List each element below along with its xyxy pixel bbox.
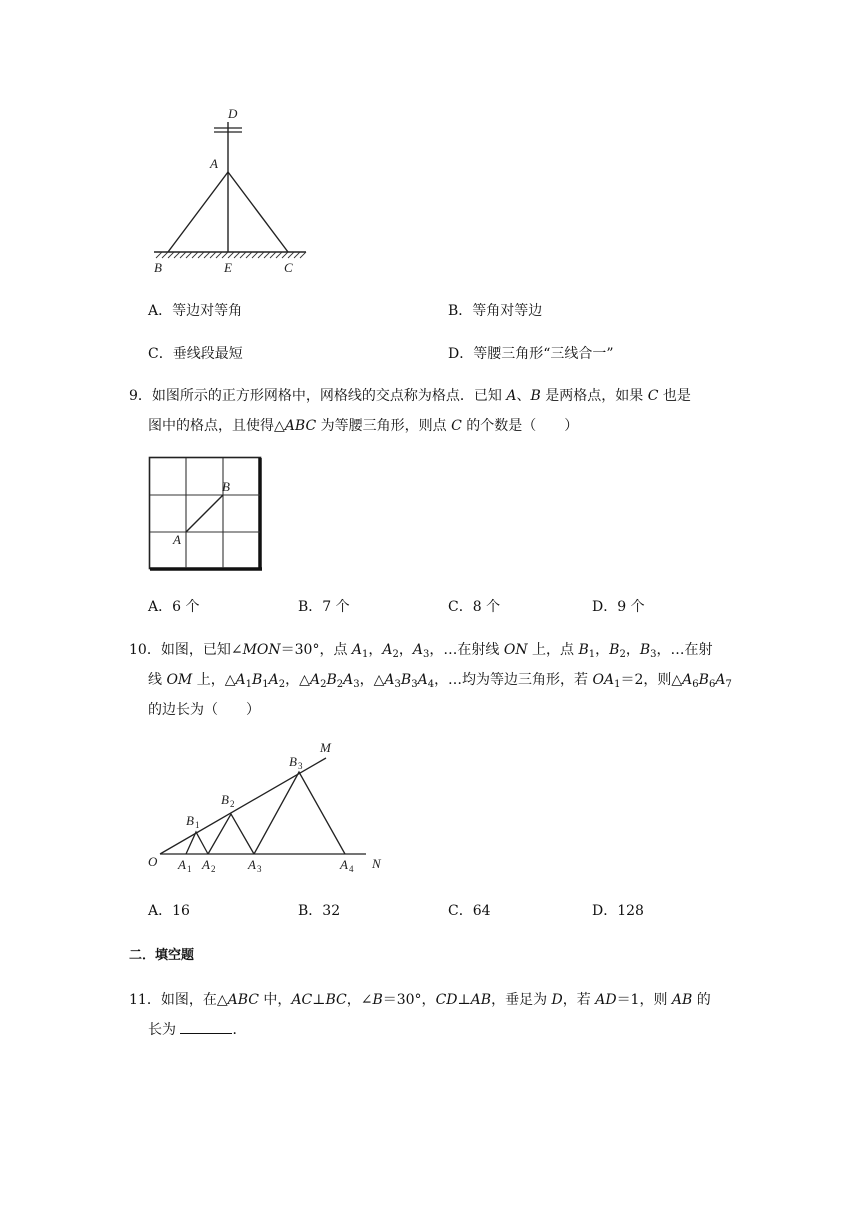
svg-text:3: 3 xyxy=(298,761,303,771)
q9-line-2: 图中的格点，且使得△ABC 为等腰三角形，则点 C 的个数是（ ） xyxy=(148,418,579,434)
label-a: A xyxy=(173,532,181,547)
q10-option-d[interactable]: D．128 xyxy=(592,903,644,919)
label-a: A xyxy=(210,156,218,171)
q9-option-c[interactable]: C．8 个 xyxy=(448,599,501,615)
cable-ac xyxy=(228,172,288,252)
q9-number: 9． xyxy=(129,388,152,404)
label-b3 xyxy=(289,754,303,771)
label-a4 xyxy=(339,857,354,874)
triangle-1 xyxy=(186,832,208,854)
svg-text:A: A xyxy=(178,857,186,872)
label-a1 xyxy=(177,857,192,874)
svg-text:B: B xyxy=(289,754,297,769)
svg-text:A: A xyxy=(340,857,348,872)
label-m: M xyxy=(320,740,331,755)
q9-option-b[interactable]: B．7 个 xyxy=(298,599,350,615)
q8-option-d[interactable]: D．等腰三角形“三线合一” xyxy=(448,346,614,362)
q8-option-b[interactable]: B．等角对等边 xyxy=(448,303,543,319)
q8-option-a[interactable]: A．等边对等角 xyxy=(148,303,243,319)
label-c: C xyxy=(284,260,293,275)
q11-line-1: 11．如图，在△ABC 中，AC⊥BC，∠B＝30°，CD⊥AB，垂足为 D，若 AD＝1，则 AB 的 xyxy=(129,992,711,1008)
ground-hatch xyxy=(156,252,306,258)
segment-ab xyxy=(186,495,223,532)
q10-line-1: 10．如图，已知∠MON＝30°，点 $A_1$，$A_2$，$A_3$，…在射线 ON 上，点 $B_1$，$B_2$，$B_3$，…在射 xyxy=(129,642,713,660)
q10-line-2: 线 OM 上，$\triangle A_1B_1A_2$，$\triangle A_2B_2A_3$，$\triangle A_3B_3A_4$，…均为等边三角形，若 $OA_1=2$，则$\triangle A_6B_6A_7$ xyxy=(148,672,732,690)
q9-option-d[interactable]: D．9 个 xyxy=(592,599,645,615)
label-d: D xyxy=(228,106,238,121)
label-a3 xyxy=(247,857,262,874)
q10-number: 10． xyxy=(129,642,161,658)
svg-text:1: 1 xyxy=(195,820,200,830)
svg-text:1: 1 xyxy=(187,864,192,874)
svg-text:B: B xyxy=(186,813,194,828)
q10-option-b[interactable]: B．32 xyxy=(298,903,341,919)
svg-text:A: A xyxy=(248,857,256,872)
svg-text:2: 2 xyxy=(230,799,235,809)
ray-om xyxy=(160,758,326,854)
q9-option-a[interactable]: A．6 个 xyxy=(148,599,200,615)
q10-figure xyxy=(140,732,400,878)
label-b1 xyxy=(186,813,200,830)
label-e: E xyxy=(224,260,232,275)
q11-number: 11． xyxy=(129,992,161,1008)
q9-line-1: 9．如图所示的正方形网格中，网格线的交点称为格点．已知 A、B 是两格点，如果 C 也是 xyxy=(129,388,691,404)
svg-text:B: B xyxy=(221,792,229,807)
triangle-2 xyxy=(208,814,254,854)
q8-figure xyxy=(148,100,318,280)
label-n: N xyxy=(372,856,381,871)
q10-option-c[interactable]: C．64 xyxy=(448,903,491,919)
label-b2 xyxy=(221,792,235,809)
cable-ab xyxy=(168,172,228,252)
q10-option-a[interactable]: A．16 xyxy=(148,903,190,919)
label-o: O xyxy=(148,854,158,869)
q9-grid-figure xyxy=(148,456,264,574)
label-b: B xyxy=(154,260,162,275)
svg-text:A: A xyxy=(202,857,210,872)
q10-line-3: 的边长为（ ） xyxy=(148,702,260,718)
q11-line-2: 长为 ． xyxy=(148,1022,247,1038)
q8-option-c[interactable]: C．垂线段最短 xyxy=(148,346,243,362)
label-b: B xyxy=(222,479,230,494)
svg-text:4: 4 xyxy=(349,864,354,874)
label-a2 xyxy=(201,857,216,874)
svg-text:3: 3 xyxy=(257,864,262,874)
svg-text:2: 2 xyxy=(211,864,216,874)
triangle-3 xyxy=(254,772,345,854)
answer-blank[interactable] xyxy=(180,1021,232,1034)
section-title-fill-in: 二．填空题 xyxy=(129,948,195,963)
